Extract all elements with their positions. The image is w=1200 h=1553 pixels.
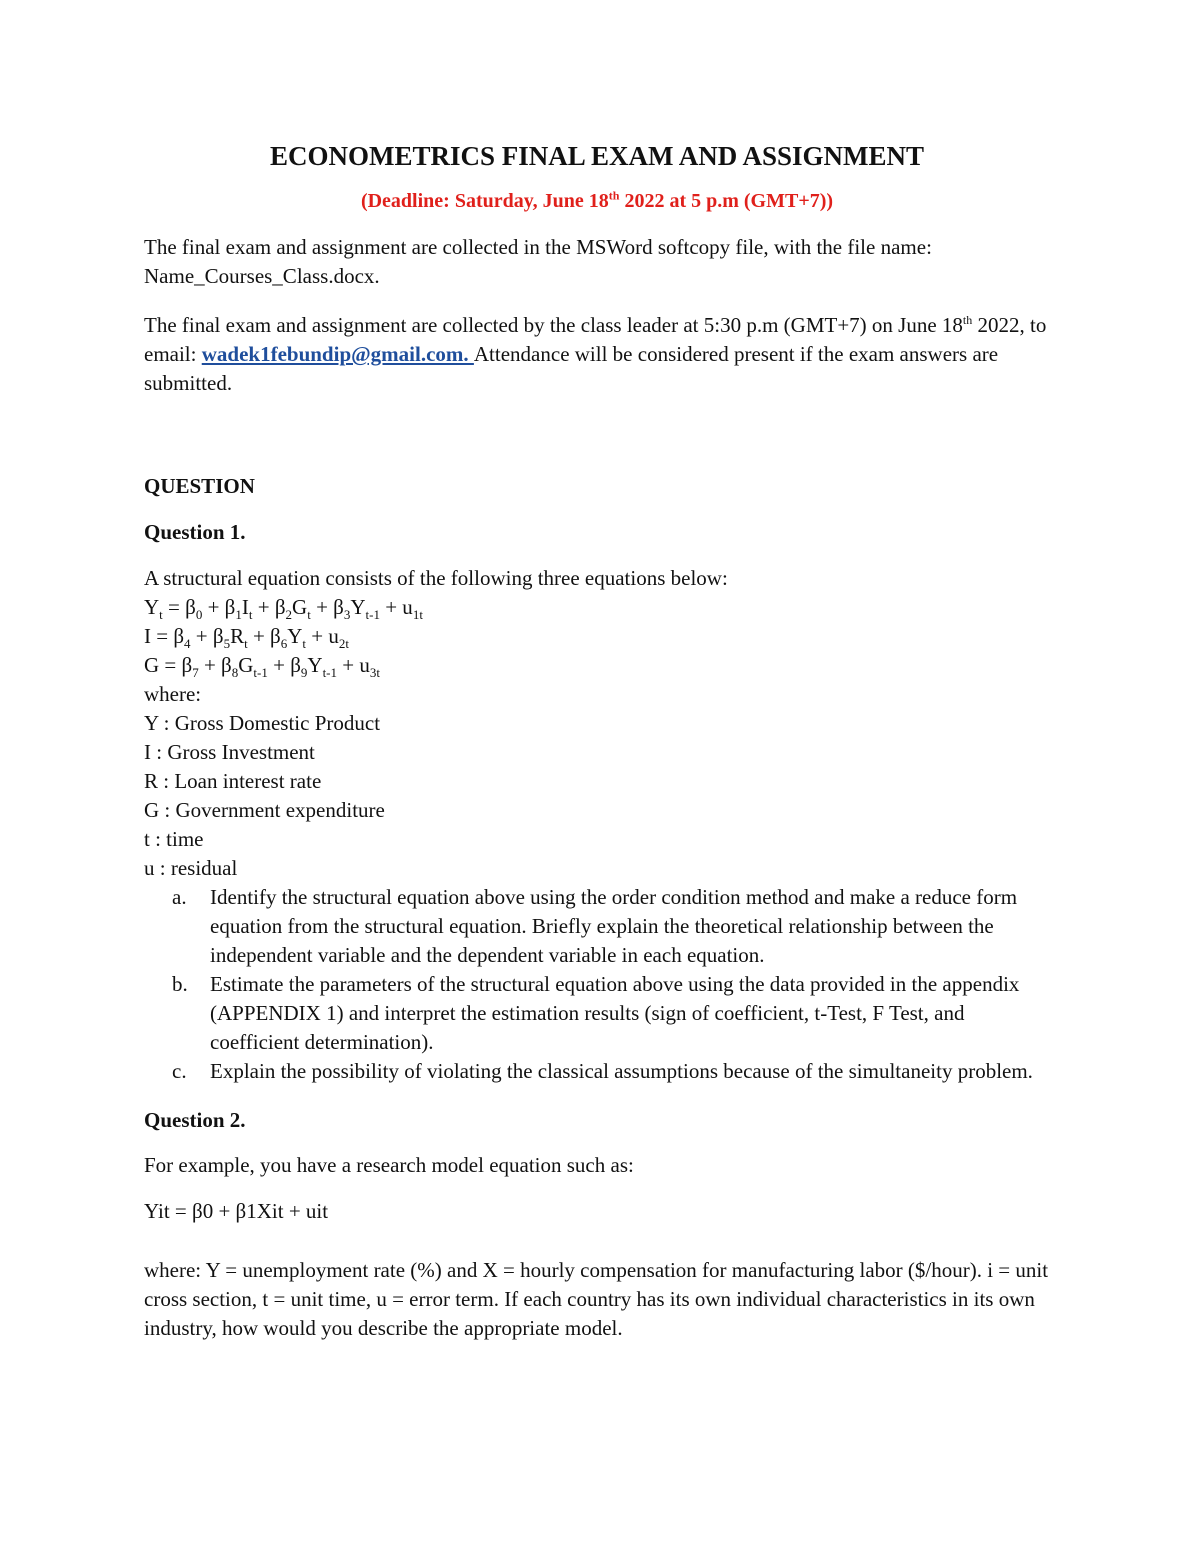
question-2-intro: For example, you have a research model equation such as: [144, 1153, 634, 1177]
definition-item: u : residual [144, 856, 238, 880]
intro-p2-sup: th [962, 313, 973, 327]
question-2-heading: Question 2. [144, 1108, 246, 1132]
intro-paragraph-1: The final exam and assignment are collected in the MSWord softcopy file, with the file name: Name_Courses_Class.docx. [144, 235, 932, 288]
question-1-intro: A structural equation consists of the following three equations below: [144, 566, 728, 590]
equation-2: $I = \beta_4 + \beta_5R_t + \beta_6Y_t + u_{2t}$ [144, 624, 349, 652]
task-text: Identify the structural equation above using the order condition method and make a reduce form equation from the structural equation. Briefly explain the theoretical relationship between the independent variable and the dependent variable in each equation. [210, 885, 1018, 967]
deadline-suffix: 2022 at 5 p.m (GMT+7)) [619, 190, 834, 212]
question-1-body [144, 564, 1050, 883]
intro-p2-before: The final exam and assignment are collected by the class leader at 5:30 p.m (GMT+7) on June 18 [144, 313, 963, 337]
intro-p2-after: Attendance will be considered present if the exam answers are submitted. [144, 342, 999, 395]
task-marker: c. [172, 1059, 187, 1083]
deadline-notice [144, 190, 1050, 213]
equation-3: $G = \beta_7 + \beta_8G_{t-1} + \beta_9Y_{t-1} + u_{3t}$ [144, 653, 380, 681]
equation-1: $Y_t = \beta_0 + \beta_1I_t + \beta_2G_t + \beta_3Y_{t-1} + u_{1t}$ [144, 595, 423, 623]
deadline-sup: th [608, 188, 620, 203]
question-1-tasks [144, 883, 1050, 1086]
task-item [172, 883, 1050, 970]
intro-p2-mid: 2022, to email: [144, 313, 1047, 366]
question-section-heading: QUESTION [144, 474, 255, 498]
email-link[interactable]: wadek1febundip@gmail.com. [201, 342, 474, 366]
task-item [172, 970, 1050, 1057]
question-1-heading: Question 1. [144, 520, 246, 544]
question-2-equation: Yit = β0 + β1Xit + uit [144, 1199, 329, 1223]
where-label: where: [144, 682, 202, 706]
task-item [172, 1057, 1050, 1086]
deadline-prefix: (Deadline: Saturday, June 18 [360, 190, 609, 212]
definition-item: t : time [144, 827, 204, 851]
intro-paragraph-2 [144, 311, 1050, 398]
task-marker: b. [172, 972, 188, 996]
task-text: Estimate the parameters of the structural equation above using the data provided in the appendix (APPENDIX 1) and interpret the estimation results (sign of coefficient, t-Test, F Test, and coefficient determination). [210, 972, 1020, 1054]
task-marker: a. [172, 885, 187, 909]
document-title: ECONOMETRICS FINAL EXAM AND ASSIGNMENT [269, 141, 925, 171]
question-2-where: where: Y = unemployment rate (%) and X = hourly compensation for manufacturing labor ($/hour). i = unit cross section, t = unit time, u = error term. If each country has its own individual characteristics in its own industry, how would you describe the appropriate model. [144, 1258, 1049, 1340]
definition-item: I : Gross Investment [144, 740, 315, 764]
definition-item: Y : Gross Domestic Product [144, 711, 381, 735]
task-text: Explain the possibility of violating the classical assumptions because of the simultaneity problem. [210, 1059, 1033, 1083]
definition-item: G : Government expenditure [144, 798, 385, 822]
definition-item: R : Loan interest rate [144, 769, 322, 793]
